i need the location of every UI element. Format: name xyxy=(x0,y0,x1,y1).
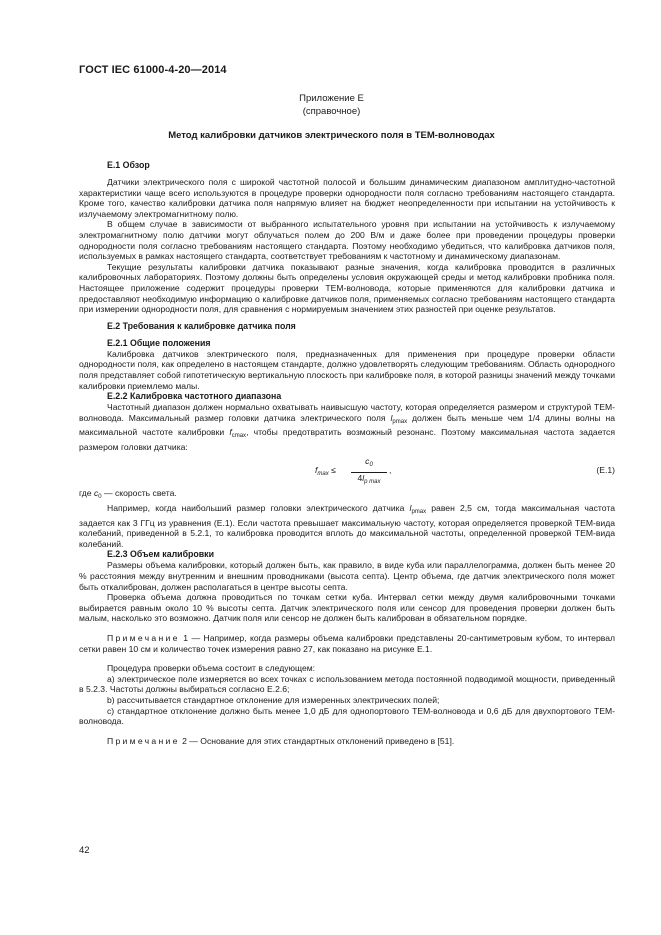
coefficient: 4 xyxy=(357,473,363,484)
equation-tail: , xyxy=(389,465,392,476)
paragraph xyxy=(79,503,615,549)
paragraph: Датчики электрического поля с широкой частотной полосой и большим динамическим диапазоном амплитудно-частотной характеристики чаще всего используются в процедуре проверки однородности поля согласно требованиям настоящего стандарта. Кроме того, качество калибровки датчика поля напрямую влияет на бюджет неопределенности при испытании на устойчивость к излучаемому электромагнитному полю. xyxy=(79,177,615,219)
relation: ≤ xyxy=(328,465,336,476)
list-item: b) рассчитывается стандартное отклонение для измеренных электрических полей; xyxy=(107,694,440,705)
paragraph: Процедура проверки объема состоит в следующем: xyxy=(107,663,316,674)
annex-kind: (справочное) xyxy=(302,106,361,117)
section-e23-heading: Е.2.3 Объем калибровки xyxy=(107,549,214,560)
symbol: l xyxy=(409,503,412,514)
section-e1-heading: Е.1 Обзор xyxy=(107,160,150,170)
fraction-denominator xyxy=(351,473,387,488)
paragraph: Проверка объема должна проводиться по точкам сетки куба. Интервал сетки между двумя калибровочными точками выбирается равным около 10 % высоты септа. Датчик электрического поля или сенсор для проведения проверки должен быть малым, насколько это возможно. Датчик поля или сенсор не должен быть калиброван в обязательном порядке. xyxy=(79,592,615,624)
subscript: pmax xyxy=(411,509,427,516)
fraction-numerator xyxy=(351,456,387,473)
text-run: должен быть меньше чем 1/4 длины волны на максимальной частоте калибровки xyxy=(79,412,615,438)
equation-e1 xyxy=(79,456,615,486)
paragraph: Текущие результаты калибровки датчика показывают разные значения, когда калибровка проводится в различных калибровочных лабораториях. Поэтому должны быть определены условия окружающей среды и метод калибровки пробника поля. Настоящее приложение содержит процедуры проверки ТЕМ-волновода, которые применяются для калибровки датчика и предоставляют необходимую информацию о калибровке датчиков поля, применяемых согласно требованиям настоящего стандарта при измерении однородности поля, для сравнения с нормируемым значением этих разностей при оценке результатов. xyxy=(79,261,615,315)
subscript: p max xyxy=(364,479,381,486)
note-2 xyxy=(79,736,615,747)
symbol: f xyxy=(315,465,318,476)
symbol: l xyxy=(362,473,365,484)
note-1 xyxy=(79,633,615,654)
note-label: Примечание xyxy=(107,633,180,643)
text-run: где xyxy=(79,488,94,499)
standard-header: ГОСТ IEC 61000-4-20—2014 xyxy=(79,64,227,76)
section-e21-heading: Е.2.1 Общие положения xyxy=(107,337,211,348)
subscript: max xyxy=(317,471,329,478)
annex-title: Метод калибровки датчиков электрического поля в ТЕМ-волноводах xyxy=(168,130,495,141)
equation-number: (Е.1) xyxy=(596,465,615,476)
note-text: 2 — Основание для этих стандартных отклонений приведено в [51]. xyxy=(179,735,455,746)
note-label: Примечание xyxy=(107,735,180,746)
section-e2-heading: Е.2 Требования к калибровке датчика поля xyxy=(107,320,296,331)
body-column xyxy=(79,160,615,746)
page-number: 42 xyxy=(79,845,90,856)
note-text: 1 — Например, когда размеры объема калибровки представлены 20-сантиметровым кубом, то интервал сетки равен 10 см и количество точек измерения равно 27, как показано на рисунке Е.1. xyxy=(79,633,615,654)
text-run: , чтобы предотвратить возможный резонанс. Поэтому максимальная частота задается размером головки датчика: xyxy=(79,427,615,452)
symbol: c xyxy=(365,456,370,467)
symbol: l xyxy=(390,412,393,423)
equation-lhs xyxy=(315,465,336,480)
subscript: 0 xyxy=(369,462,373,469)
annex-label: Приложение Е xyxy=(299,93,364,104)
paragraph: Калибровка датчиков электрического поля, предназначенных для применения при процедуре проверки области однородности поля, как определено в настоящем стандарте, должно удовлетворять следующим требованиям. Область однородного поля представляет собой гипотетическую вертикальную плоскость при калибровке поля, в которой разницы значений между точками калибровки приемлемо малы. xyxy=(79,348,615,391)
section-e22-heading: Е.2.2 Калибровка частотного диапазона xyxy=(107,391,282,402)
paragraph: В общем случае в зависимости от выбранного испытательного уровня при испытании на устойчивость к излучаемому электромагнитному полю датчики могут облучаться полем до 200 В/м и даже более при проведении процедуры проверки однородности поля согласно требованиям настоящего стандарта. Поэтому необходимо убедиться, что калибровка датчиков поля, используемых в рамках настоящего стандарта, соответствует требованиям к частотному и динамическому диапазонам. xyxy=(79,219,615,262)
text-run: — скорость света. xyxy=(101,488,177,499)
text-run: равен 2,5 см, тогда максимальная частота задается как 3 ГГц из уравнения (Е.1). Если частота превышает максимальную частоту, которая определяется проверкой ТЕМ-вида колебаний, приведенной в 5.2.1, то калибровка проводится вплоть до максимальной частоты, определенной проверкой ТЕМ-вида колебаний. xyxy=(79,503,615,549)
equation-fraction xyxy=(351,456,387,487)
paragraph: Размеры объема калибровки, который должен быть, как правило, в виде куба или параллелограмма, должен быть менее 20 % расстояния между внутренним и внешним проводниками (высота септа). Центр объема, где датчик электрического поля может быть откалиброван, должен располагаться в центре высоты септа. xyxy=(79,560,615,592)
subscript: cmax xyxy=(231,433,247,440)
text-run: Например, когда наибольший размер головки электрического датчика xyxy=(107,503,410,514)
paragraph xyxy=(79,402,615,452)
subscript: pmax xyxy=(392,418,408,425)
list-item: а) электрическое поле измеряется во всех точках с использованием метода постоянной подводимой мощности, приведенный в 5.2.3. Частоты должны выбираться согласно Е.2.6; xyxy=(79,673,615,695)
subscript: 0 xyxy=(98,494,102,501)
symbol: f xyxy=(229,427,232,438)
list-item: с) стандартное отклонение должно быть менее 1,0 дБ для однопортового ТЕМ-волновода и 0,6 дБ для двухпортового ТЕМ-волновода. xyxy=(79,705,615,727)
paragraph xyxy=(79,488,615,503)
text-run: Частотный диапазон должен нормально охватывать наивысшую частоту, которая определяется размером и структурой ТЕМ-волновода. Максимальный размер головки датчика электрического поля xyxy=(79,402,615,423)
symbol: c xyxy=(93,488,99,499)
